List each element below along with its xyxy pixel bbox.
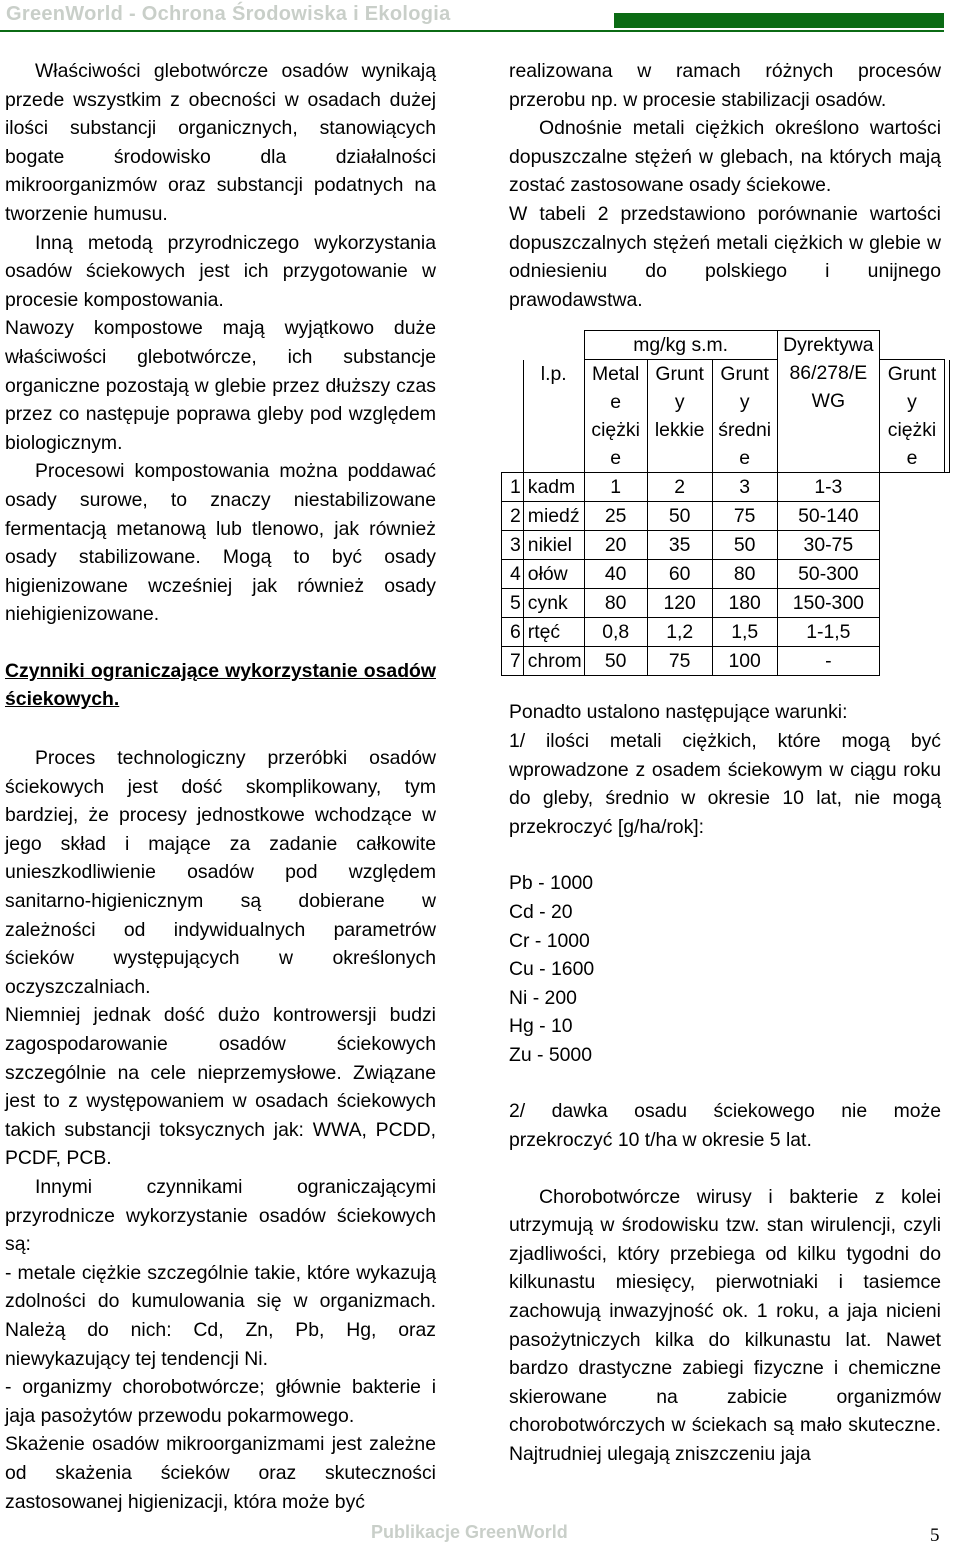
right-column	[509, 57, 941, 1469]
paragraph: W tabeli 2 przedstawiono porównanie wartości dopuszczalnych stężeń metali ciężkich w glebie w odniesieniu do polskiego i unijnego prawodawstwa.	[509, 202, 941, 311]
table-cell: 50	[584, 647, 647, 676]
footer-publication: Publikacje GreenWorld	[371, 1522, 568, 1542]
metal-header: Metal e ciężki e	[584, 360, 647, 473]
table-cell: 60	[647, 560, 712, 589]
table-cell: kadm	[523, 473, 584, 502]
table-cell: 180	[712, 589, 777, 618]
table-cell: chrom	[523, 647, 584, 676]
table-cell: 80	[584, 589, 647, 618]
soil-heavy-header: Grunt y ciężki e	[880, 360, 945, 473]
table-cell: 100	[712, 647, 777, 676]
directive-header-cont	[945, 360, 950, 473]
limits-list	[509, 869, 941, 1069]
table-cell: 1	[584, 473, 647, 502]
limit-item: Cu - 1600	[509, 958, 595, 981]
table-cell: 2	[647, 473, 712, 502]
paragraph: Innymi czynnikami ograniczającymi przyrodnicze wykorzystanie osadów ściekowych są:	[5, 1175, 436, 1256]
table-cell: 5	[502, 589, 524, 618]
metal-rows	[502, 473, 950, 676]
paragraph: Skażenie osadów mikroorganizmami jest zależne od skażenia ścieków oraz skuteczności zastosowanej higienizacji, która może być	[5, 1433, 436, 1513]
table-row	[502, 473, 950, 502]
table-corner	[502, 331, 524, 473]
directive-header: Dyrektywa 86/278/E WG	[777, 331, 879, 473]
paragraph: Właściwości glebotwórcze osadów wynikają przede wszystkim z obecności w osadach dużej ilości substancji organicznych, stanowiących bogate środowisko dla działalności mikroorganizmów oraz substancji podatnych na tworzenie humusu.	[5, 60, 436, 225]
table-row	[502, 618, 950, 647]
left-column	[5, 57, 436, 1516]
paragraph: - metale ciężkie szczególnie takie, które wykazują zdolności do kumulowania się w organizmach. Należą do nich: Cd, Zn, Pb, Hg, oraz niewykazujący tej tendencji Ni.	[5, 1261, 436, 1370]
paragraph: Inną metodą przyrodniczego wykorzystania osadów ściekowych jest ich przygotowanie w procesie kompostowania.	[5, 231, 436, 311]
unit-header: mg/kg s.m.	[584, 331, 777, 360]
table-cell: 120	[647, 589, 712, 618]
metals-table	[501, 330, 950, 676]
table-cell: 4	[502, 560, 524, 589]
table-cell: 1	[502, 473, 524, 502]
table-cell: 80	[712, 560, 777, 589]
table-cell: 25	[584, 502, 647, 531]
table-cell: ołów	[523, 560, 584, 589]
table-cell: rtęć	[523, 618, 584, 647]
lp-header: l.p.	[523, 360, 584, 473]
table-row	[502, 502, 950, 531]
soil-medium-header: Grunt y średni e	[712, 360, 777, 473]
table-cell: 150-300	[777, 589, 879, 618]
soil-light-header: Grunt y lekkie	[647, 360, 712, 473]
table-cell: 1,5	[712, 618, 777, 647]
paragraph: 2/ dawka osadu ściekowego nie może przekroczyć 10 t/ha w okresie 5 lat.	[509, 1100, 941, 1152]
table-cell: 0,8	[584, 618, 647, 647]
page-header	[0, 0, 960, 34]
limit-item: Ni - 200	[509, 986, 577, 1009]
table-cell: 75	[712, 502, 777, 531]
section-heading: Czynniki ograniczające wykorzystanie osadów ściekowych.	[5, 659, 436, 711]
table-cell: cynk	[523, 589, 584, 618]
paragraph: 1/ ilości metali ciężkich, które mogą być wprowadzone z osadem ściekowym w ciągu roku do gleby, średnio w okresie 10 lat, nie mogą przekroczyć [g/ha/rok]:	[509, 729, 941, 838]
table-cell: 7	[502, 647, 524, 676]
table-cell: 30-75	[777, 531, 879, 560]
table-cell: 3	[502, 531, 524, 560]
limit-item: Hg - 10	[509, 1015, 573, 1038]
header-rule	[0, 30, 944, 32]
table-cell: 50-300	[777, 560, 879, 589]
limit-item: Pb - 1000	[509, 872, 594, 895]
table-cell: 40	[584, 560, 647, 589]
table-row	[502, 589, 950, 618]
table-cell: 50-140	[777, 502, 879, 531]
table-row	[502, 531, 950, 560]
table-cell: miedź	[523, 502, 584, 531]
table-cell: 1-3	[777, 473, 879, 502]
paragraph: Proces technologiczny przeróbki osadów ściekowych jest dość skomplikowany, tym bardziej, że procesy jednostkowe wchodzące w jego skład i mające za zadanie całkowite unieszkodliwienie osadów pod względem sanitarno-higienicznym są dobierane w zależności od indywidualnych parametrów ścieków występujących w określonych oczyszczalniach.	[5, 747, 436, 998]
table-cell: 3	[712, 473, 777, 502]
table-corner	[523, 331, 584, 360]
header-green-bar	[614, 13, 944, 28]
table-cell: 1-1,5	[777, 618, 879, 647]
page-number: 5	[930, 1525, 940, 1546]
table-cell: 50	[712, 531, 777, 560]
table-cell: nikiel	[523, 531, 584, 560]
limit-item: Cr - 1000	[509, 929, 590, 952]
table-cell: 2	[502, 502, 524, 531]
limit-item: Cd - 20	[509, 900, 573, 923]
paragraph: Odnośnie metali ciężkich określono wartości dopuszczalne stężeń w glebach, na których mają zostać zastosowane osady ściekowe.	[509, 117, 941, 197]
paragraph: Procesowi kompostowania można poddawać osady surowe, to znaczy niestabilizowane fermentacją metanową lub tlenowo, jak również osady stabilizowane. Mogą to być osady higienizowane wcześniej jak również osady niehigienizowane.	[5, 460, 436, 626]
header-title: GreenWorld - Ochrona Środowiska i Ekologia	[6, 3, 451, 25]
paragraph: realizowana w ramach różnych procesów przerobu np. w procesie stabilizacji osadów.	[509, 60, 941, 111]
paragraph: Nawozy kompostowe mają wyjątkowo duże właściwości glebotwórcze, ich substancje organiczne pozostają w glebie przez dłuższy czas przez co następuje poprawa gleby pod względem biologicznym.	[5, 317, 436, 454]
paragraph: - organizmy chorobotwórcze; głównie bakterie i jaja pasożytów przewodu pokarmowego.	[5, 1376, 436, 1427]
table-cell: 6	[502, 618, 524, 647]
paragraph: Ponadto ustalono następujące warunki:	[509, 701, 848, 724]
table-cell: 35	[647, 531, 712, 560]
table-cell: 75	[647, 647, 712, 676]
table-cell: 1,2	[647, 618, 712, 647]
table-row	[502, 647, 950, 676]
table-row	[502, 560, 950, 589]
table-cell: 50	[647, 502, 712, 531]
paragraph: Chorobotwórcze wirusy i bakterie z kolei utrzymują w środowisku tzw. stan wirulencji, czyli zjadliwości, który przebiega od kilku tygodni do kilkunastu miesięcy, pierwotniaki i tasiemce zachowują inwazyjność ok. 1 roku, a jaja nicieni pasożytniczych kilka do kilkunastu lat. Nawet bardzo drastyczne zabiegi fizyczne i chemiczne skierowane na zabicie organizmów chorobotwórczych w ściekach są mało skuteczne. Najtrudniej ulegają zniszczeniu jaja	[509, 1185, 941, 1465]
limit-item: Zu - 5000	[509, 1043, 592, 1066]
table-cell: 20	[584, 531, 647, 560]
table-cell: -	[777, 647, 879, 676]
paragraph: Niemniej jednak dość dużo kontrowersji budzi zagospodarowanie osadów ściekowych szczególnie na cele nieprzemysłowe. Związane jest to z występowaniem w osadach ściekowych takich substancji toksycznych jak: WWA, PCDD, PCDF, PCB.	[5, 1004, 436, 1170]
